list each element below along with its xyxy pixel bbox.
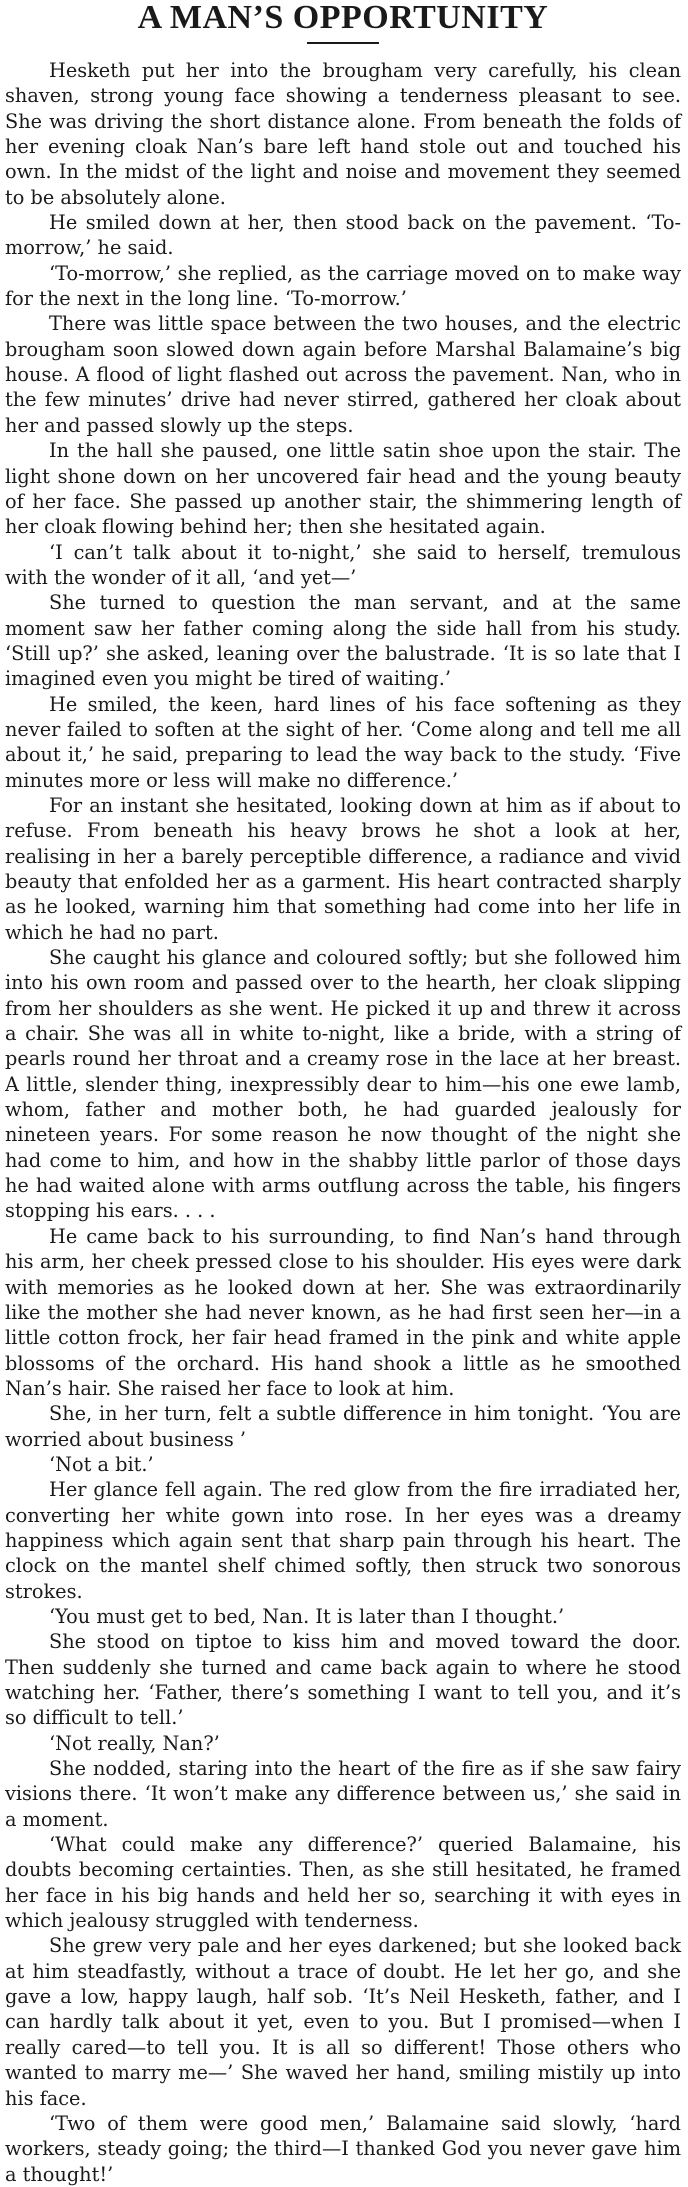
paragraph: She turned to question the man servant, and at the same moment saw her father coming along the side hall from his study. ‘Still up?’ she asked, leaning over the balustrade. ‘It is so late that I imagined even you might be tired of waiting.’ [5, 591, 681, 691]
paragraph: ‘You must get to bed, Nan. It is later than I thought.’ [49, 1604, 565, 1628]
paragraph: In the hall she paused, one little satin shoe upon the stair. The light shone down on her uncovered fair head and the young beauty of her face. She passed up another stair, the shimmering length of her cloak flowing behind her; then she hesitated again. [5, 439, 681, 539]
article-title: A MAN’S OPPORTUNITY [137, 0, 549, 36]
paragraph: He smiled down at her, then stood back on the pavement. ‘To-morrow,’ he said. [5, 211, 681, 260]
title-divider [307, 42, 379, 44]
paragraph: Hesketh put her into the brougham very carefully, his clean shaven, strong young face showing a tenderness pleasant to see. She was driving the short distance alone. From beneath the folds of her evening cloak Nan’s bare left hand stole out and touched his own. In the midst of the light and noise and movement they seemed to be absolutely alone. [5, 59, 681, 209]
paragraph: She, in her turn, felt a subtle difference in him tonight. ‘You are worried about business ’ [5, 1402, 681, 1451]
paragraph: For an instant she hesitated, looking down at him as if about to refuse. From beneath his heavy brows he shot a look at her, realising in her a barely perceptible difference, a radiance and vivid beauty that enfolded her as a garment. His heart contracted sharply as he looked, warning him that something had come into her life in which he had no part. [5, 793, 681, 944]
paragraph: ‘Two of them were good men,’ Balamaine said slowly, ‘hard workers, steady going; the third—I thanked God you never gave him a thought!’ [5, 2111, 681, 2186]
paragraph: Her glance fell again. The red glow from the fire irradiated her, converting her white gown into rose. In her eyes was a dreamy happiness which again sent that sharp pain through his heart. The clock on the mantel shelf chimed softly, then struck two sonorous strokes. [5, 1478, 681, 1603]
article-body [5, 58, 681, 2187]
paragraph: ‘To-morrow,’ she replied, as the carriage moved on to make way for the next in the long line. ‘To-morrow.’ [5, 261, 681, 311]
paragraph: He came back to his surrounding, to find Nan’s hand through his arm, her cheek pressed close to his shoulder. His eyes were dark with memories as he looked down at her. She was extraordinarily like the mother she had never known, as he had first seen her—in a little cotton frock, her fair head framed in the pink and white apple blossoms of the orchard. His hand shook a little as he smoothed Nan’s hair. She raised her face to look at him. [5, 1224, 681, 1400]
paragraph: He smiled, the keen, hard lines of his face softening as they never failed to soften at the sight of her. ‘Come along and tell me all about it,’ he said, preparing to lead the way back to the study. ‘Five minutes more or less will make no difference.’ [5, 692, 681, 792]
paragraph: She stood on tiptoe to kiss him and moved toward the door. Then suddenly she turned and came back again to where he stood watching her. ‘Father, there’s something I want to tell you, and it’s so difficult to tell.’ [5, 1630, 681, 1730]
paragraph: There was little space between the two houses, and the electric brougham soon slowed down again before Marshal Balamaine’s big house. A flood of light flashed out across the pavement. Nan, who in the few minutes’ drive had never stirred, gathered her cloak about her and passed slowly up the steps. [5, 312, 681, 437]
paragraph: ‘What could make any difference?’ queried Balamaine, his doubts becoming certainties. Then, as she still hesitated, he framed her face in his big hands and held her so, searching it with eyes in which jealousy struggled with tenderness. [5, 1833, 681, 1933]
paragraph: She nodded, staring into the heart of the fire as if she saw fairy visions there. ‘It won’t make any difference between us,’ she said in a moment. [5, 1757, 681, 1831]
paragraph: She grew very pale and her eyes darkened; but she looked back at him steadfastly, without a trace of doubt. He let her go, and she gave a low, happy laugh, half sob. ‘It’s Neil Hesketh, father, and I can hardly talk about it yet, even to you. But I promised—when I really cared—to tell you. It is all so different! Those others who wanted to marry me—’ She waved her hand, smiling mistily up into his face. [5, 1934, 681, 2110]
paragraph: She caught his glance and coloured softly; but she followed him into his own room and passed over to the hearth, her cloak slipping from her shoulders as she went. He picked it up and threw it across a chair. She was all in white to-night, like a bride, with a string of pearls round her throat and a creamy rose in the lace at her breast. A little, slender thing, inexpressibly dear to him—his one ewe lamb, whom, father and mother both, he had guarded jealously for nineteen years. For some reason he now thought of the night she had come to him, and how in the shabby little parlor of those days he had waited alone with arms outflung across the table, his fingers stopping his ears. . . . [5, 946, 681, 1223]
paragraph: ‘Not a bit.’ [49, 1452, 154, 1476]
paragraph: ‘I can’t talk about it to-night,’ she said to herself, tremulous with the wonder of it all, ‘and yet—’ [5, 540, 681, 589]
paragraph: ‘Not really, Nan?’ [49, 1731, 220, 1755]
